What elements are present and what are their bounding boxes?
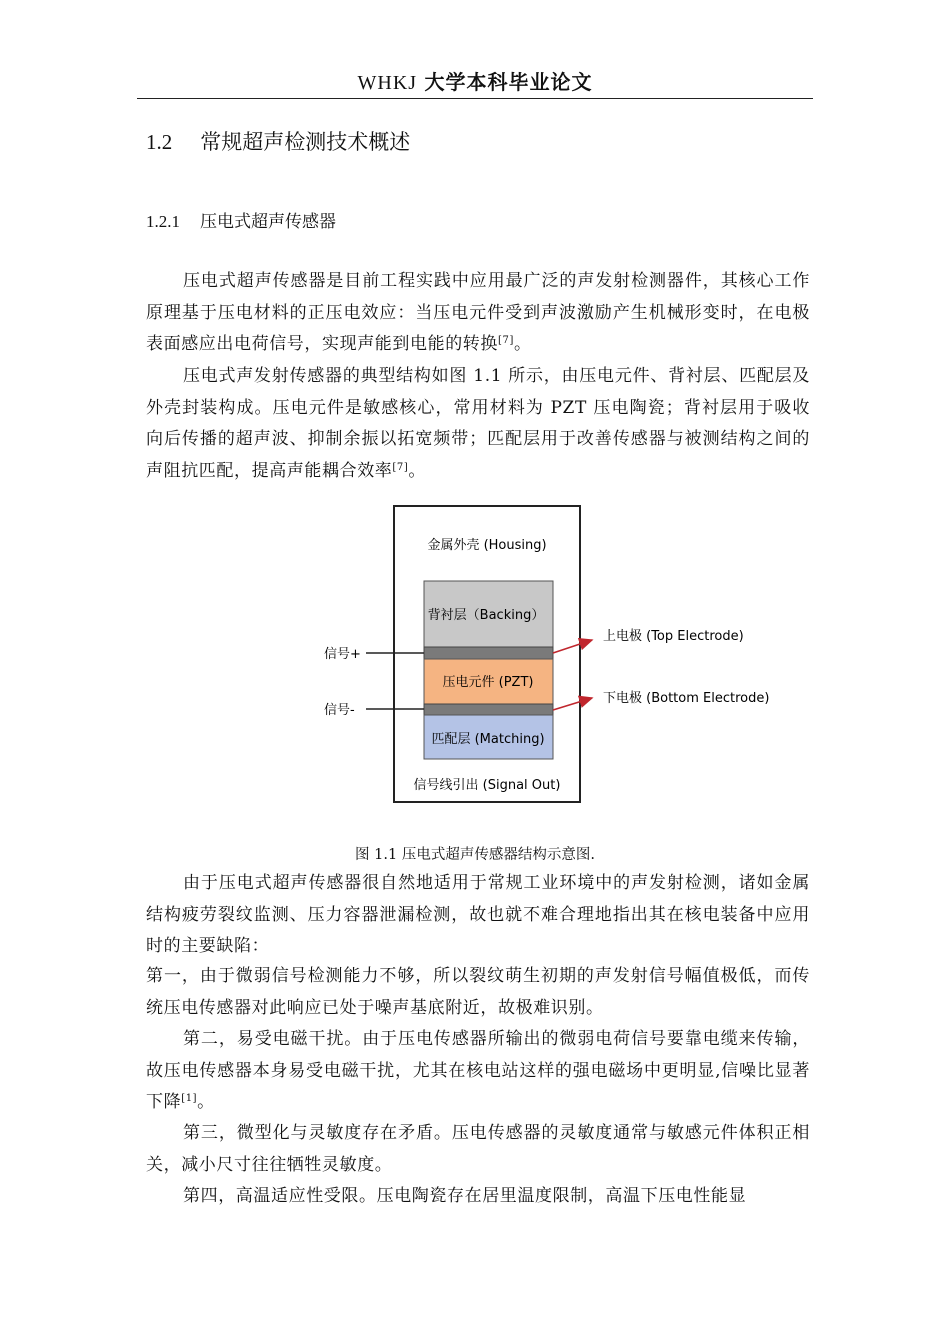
header-rule (137, 98, 813, 99)
signal-minus-label: 信号- (324, 703, 355, 718)
housing-label: 金属外壳 (Housing) (427, 538, 547, 553)
paragraph-3 (146, 868, 810, 963)
citation: [7] (392, 461, 409, 473)
paragraph-end: 。 (197, 1092, 215, 1112)
page-header (137, 66, 813, 95)
paragraph-5 (146, 1024, 810, 1119)
sensor-structure-figure (300, 500, 780, 810)
backing-label: 背衬层（Backing） (427, 608, 545, 623)
matching-label: 匹配层 (Matching) (431, 732, 545, 747)
figure-caption: 图 1.1 压电式超声传感器结构示意图. (355, 847, 595, 863)
paragraph-text: 压电式超声传感器是目前工程实践中应用最广泛的声发射检测器件，其核心工作原理基于压电材料的正压电效应：当压电元件受到声波激励产生机械形变时，在电极表面感应出电荷信号，实现声能到电能的转换 (146, 271, 810, 354)
paragraph-text: 第一，由于微弱信号检测能力不够，所以裂纹萌生初期的声发射信号幅值极低，而传统压电传感器对此响应已处于噪声基底附近，故极难识别。 (146, 966, 810, 1018)
top-electrode (424, 647, 553, 659)
section-number: 1.2 (146, 130, 173, 154)
section-title: 常规超声检测技术概述 (200, 130, 411, 154)
paragraph-text: 第二，易受电磁干扰。由于压电传感器所输出的微弱电荷信号要靠电缆来传输，故压电传感器本身易受电磁干扰，尤其在核电站这样的强电磁场中更明显,信噪比显著下降 (146, 1029, 810, 1112)
paragraph-text: 由于压电式超声传感器很自然地适用于常规工业环境中的声发射检测，诸如金属结构疲劳裂纹监测、压力容器泄漏检测，故也就不难合理地指出其在核电装备中应用时的主要缺陷： (146, 873, 810, 956)
citation: [7] (498, 335, 514, 346)
signal-plus-label: 信号+ (324, 647, 361, 662)
paragraph-7 (146, 1181, 810, 1213)
header-university-code: WHKJ (357, 72, 418, 94)
bottom-electrode-label: 下电极 (Bottom Electrode) (603, 691, 770, 706)
subsection-heading (146, 207, 336, 232)
paragraph-text: 第四，高温适应性受限。压电陶瓷存在居里温度限制，高温下压电性能显 (183, 1186, 747, 1206)
citation: [1] (181, 1093, 198, 1104)
paragraph-end: 。 (408, 460, 426, 481)
pzt-label: 压电元件 (PZT) (442, 675, 534, 690)
paragraph-2 (146, 361, 810, 487)
top-electrode-label: 上电极 (Top Electrode) (603, 629, 744, 644)
signal-out-label: 信号线引出 (Signal Out) (413, 778, 561, 793)
paragraph-text: 压电式声发射传感器的典型结构如图 1.1 所示，由压电元件、背衬层、匹配层及外壳封装构成。压电元件是敏感核心，常用材料为 PZT 压电陶瓷；背衬层用于吸收向后传播的超声波、抑制余振以拓宽频带；匹配层用于改善传感器与被测结构之间的声阻抗匹配，提高声能耦合效率 (146, 366, 810, 481)
paragraph-6 (146, 1118, 810, 1181)
paragraph-1 (146, 266, 810, 361)
paragraph-4 (146, 961, 810, 1024)
paragraph-text: 第三，微型化与灵敏度存在矛盾。压电传感器的灵敏度通常与敏感元件体积正相关，减小尺寸往往牺牲灵敏度。 (146, 1123, 810, 1175)
subsection-title: 压电式超声传感器 (200, 212, 336, 232)
paragraph-end: 。 (513, 334, 532, 354)
section-heading (146, 126, 410, 156)
header-thesis-label: 大学本科毕业论文 (424, 70, 593, 94)
subsection-number: 1.2.1 (146, 212, 180, 231)
bottom-electrode (424, 704, 553, 715)
